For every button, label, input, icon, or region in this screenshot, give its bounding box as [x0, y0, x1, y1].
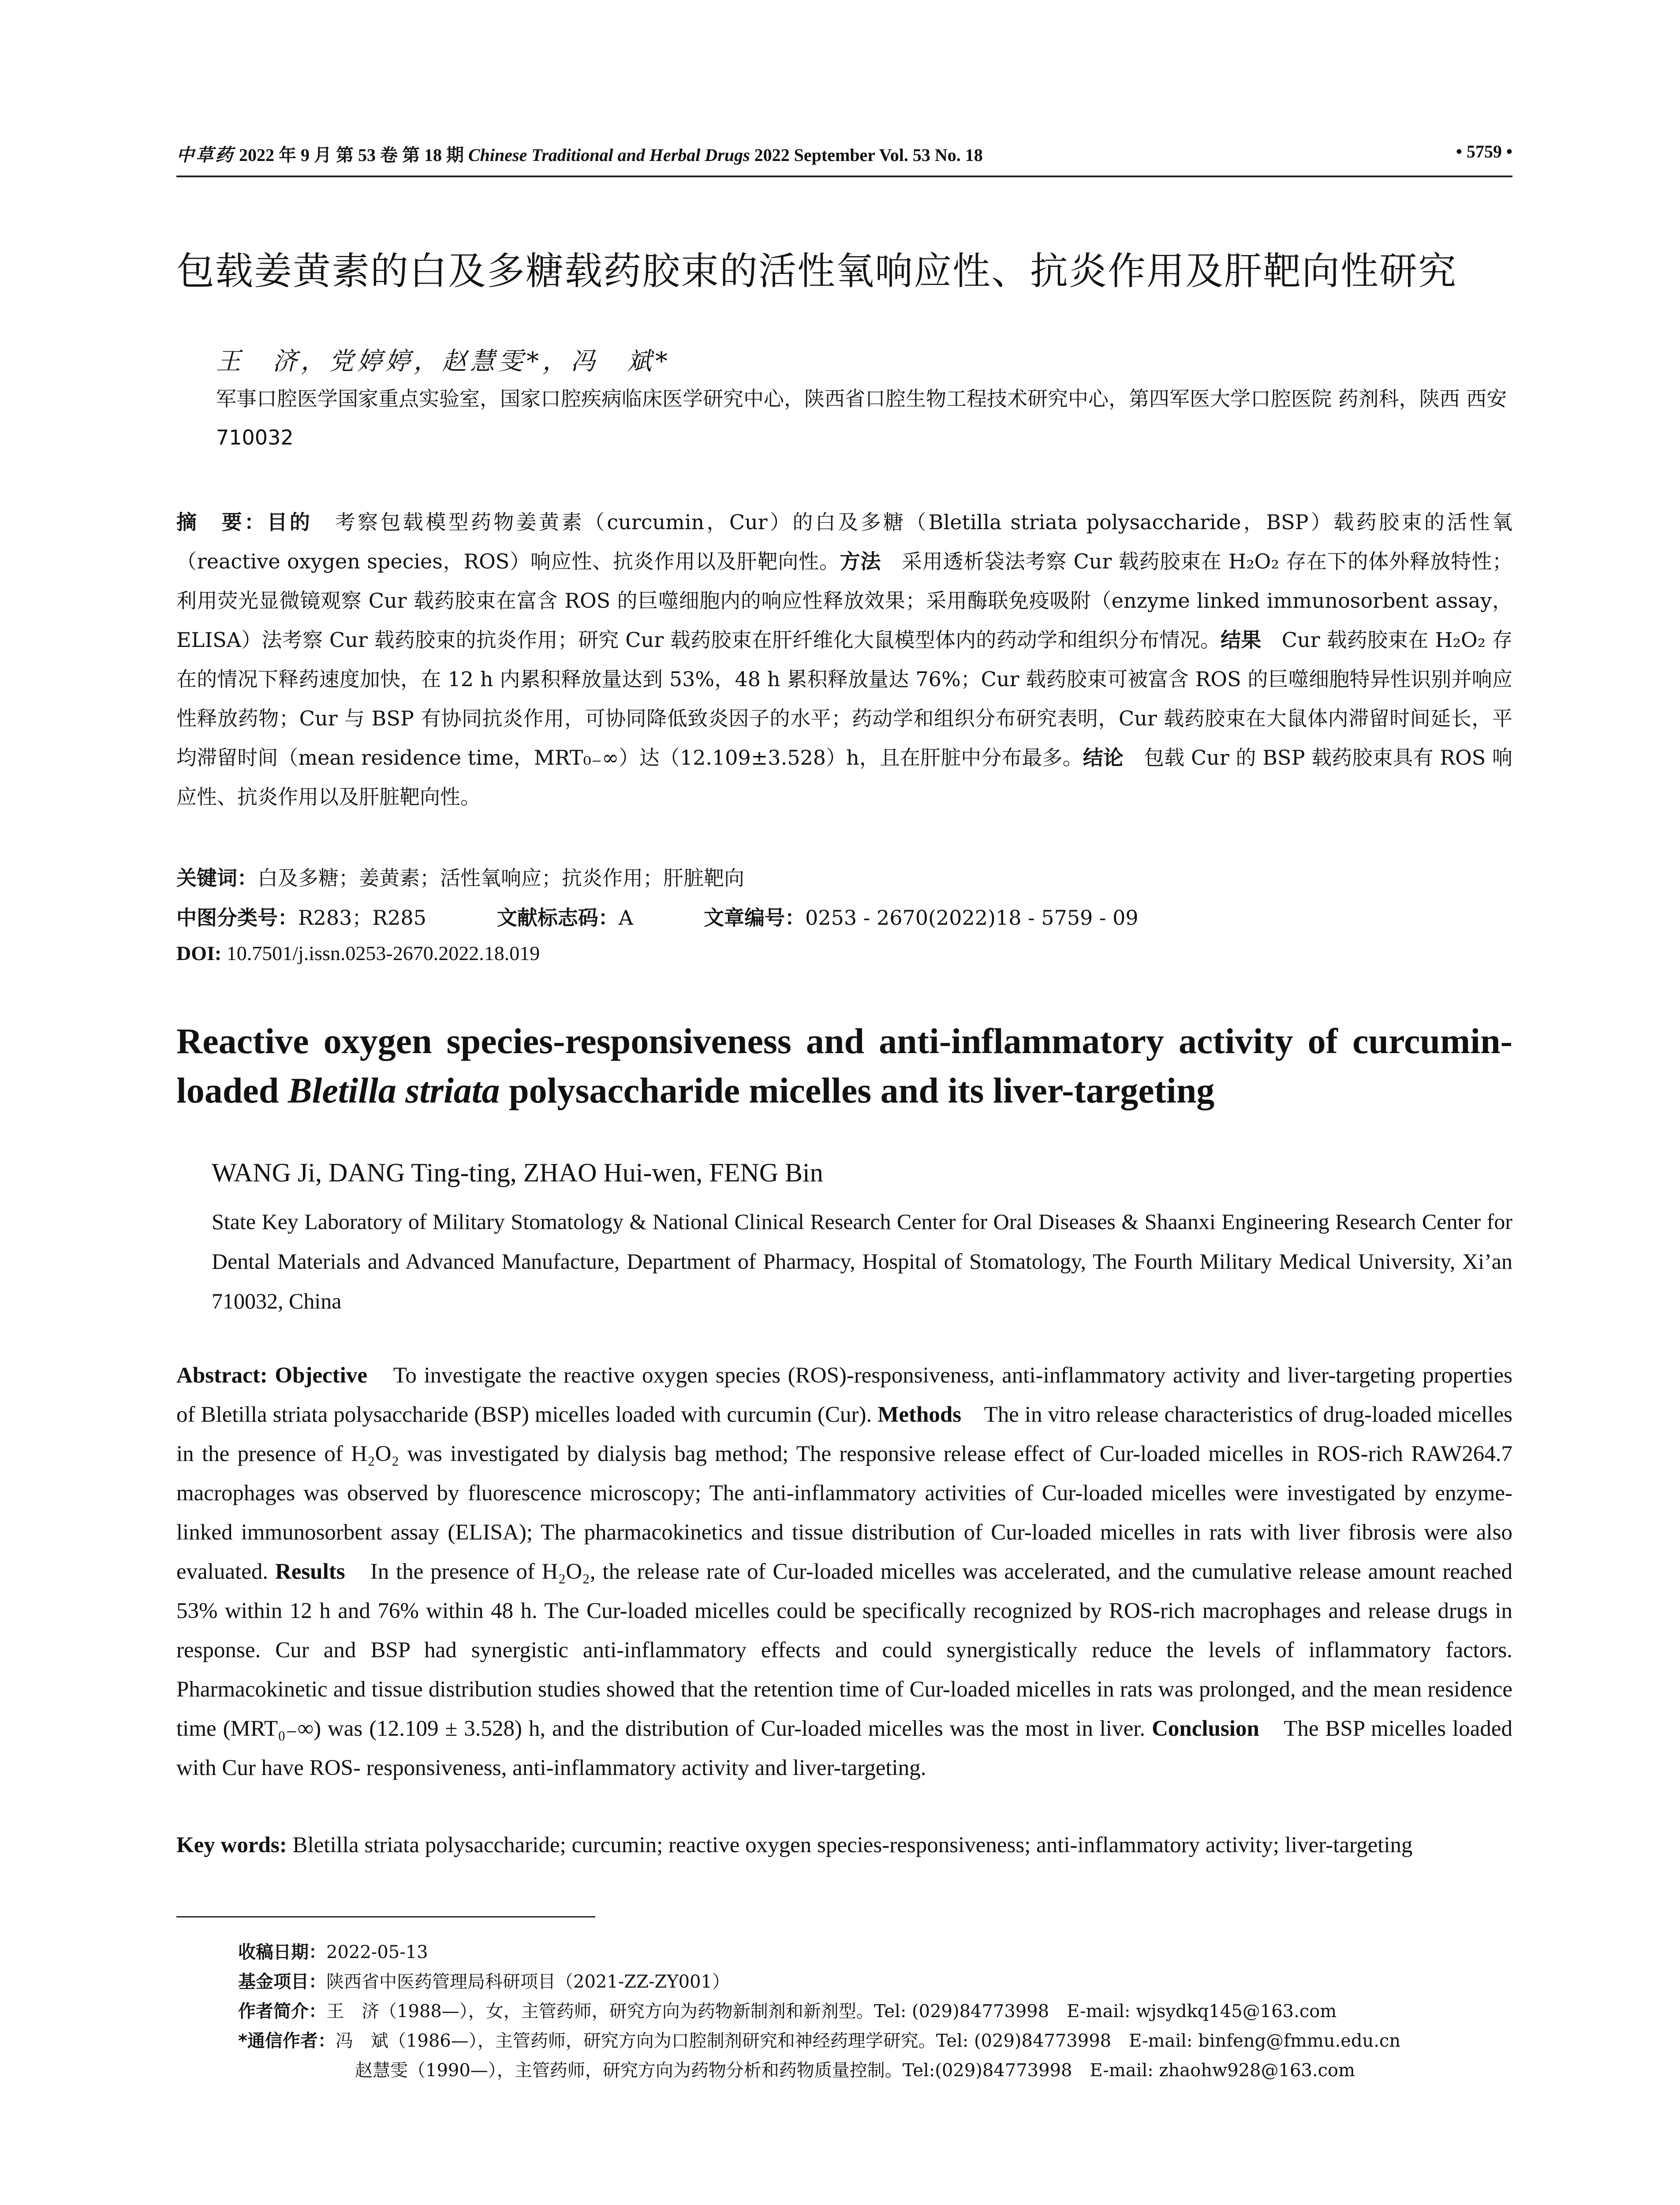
author-label: 作者简介： [238, 2001, 326, 2022]
received-value: 2022-05-13 [326, 1942, 428, 1962]
article-no-value: 0253 - 2670(2022)18 - 5759 - 09 [805, 906, 1139, 930]
en-conclusion-label: Conclusion [1152, 1716, 1259, 1741]
cn-methods-label: 方法 [840, 549, 881, 573]
journal-name-en: Chinese Traditional and Herbal Drugs [468, 145, 750, 165]
footnote-author [238, 1997, 1512, 2022]
page-number: • 5759 • [1456, 142, 1512, 161]
issue-en: 2022 September Vol. 53 No. 18 [754, 145, 983, 165]
cn-abstract-label: 摘 要： [176, 510, 267, 534]
footnote-correspondence [238, 2027, 1512, 2052]
footnote-received [238, 1938, 1512, 1963]
en-results: In the presence of H₂O₂, the release rate of Cur-loaded micelles was accelerated, and the cumulative release amount reached 53% within 12 h and 76% within 48 h. The Cur-loaded micelles could be specifically recognized by ROS-rich macrophages and release drugs in response. Cur and BSP had synergistic anti-inflammatory effects and could synergistically reduce the levels of inflammatory factors. Pharmacokinetic and tissue distribution studies showed that the retention time of Cur-loaded micelles in rats was prolonged, and the mean residence time (MRT₀₋∞) was (12.109 ± 3.528) h, and the distribution of Cur-loaded micelles was the most in liver. [176, 1559, 1512, 1741]
cn-methods: 采用透析袋法考察 Cur 载药胶束在 H₂O₂ 存在下的体外释放特性；利用荧光显微镜观察 Cur 载药胶束在富含 ROS 的巨噬细胞内的响应性释放效果；采用酶联免疫吸附（enzyme linked immunosorbent assay，ELISA）法考察 Cur 载药胶束的抗炎作用；研究 Cur 载药胶束在肝纤维化大鼠模型体内的药动学和组织分布情况。 [176, 549, 1512, 652]
en-title-part-b: polysaccharide micelles and its liver-targeting [500, 1070, 1215, 1110]
en-methods-label: Methods [877, 1402, 962, 1427]
en-title-italic: Bletilla striata [287, 1070, 500, 1110]
cn-objective: 考察包载模型药物姜黄素（curcumin，Cur）的白及多糖（Bletilla striata polysaccharide，BSP）载药胶束的活性氧（reactive oxygen species，ROS）响应性、抗炎作用以及肝靶向性。 [176, 510, 1513, 573]
en-abstract-label: Abstract: Objective [176, 1363, 367, 1388]
corr-value-2: 赵慧雯（1990—），主管药师，研究方向为药物分析和药物质量控制。Tel:(029)84773998 E-mail: zhaohw928@163.com [355, 2060, 1355, 2081]
doc-code-label: 文献标志码： [497, 906, 619, 930]
cn-results-label: 结果 [1221, 628, 1262, 652]
footnote-correspondence-2 [355, 2056, 1629, 2082]
en-keywords [176, 1832, 1512, 1858]
en-keywords-label: Key words: [176, 1833, 287, 1857]
fund-label: 基金项目： [238, 1972, 326, 1992]
en-objective: To investigate the reactive oxygen species (ROS)-responsiveness, anti-inflammatory activity and liver-targeting properties of Bletilla striata polysaccharide (BSP) micelles loaded with curcumin (Cur). [176, 1363, 1512, 1427]
clc-label: 中图分类号： [176, 906, 298, 930]
doc-code-value: A [618, 906, 634, 930]
doi-label: DOI: [176, 942, 222, 964]
cn-abstract [176, 503, 1512, 817]
corr-label: *通信作者： [238, 2031, 336, 2051]
issue-cn: 2022 年 9 月 第 53 卷 第 18 期 [239, 145, 464, 165]
cn-conclusion-label: 结论 [1083, 746, 1124, 770]
cn-conclusion: 包载 Cur 的 BSP 载药胶束具有 ROS 响应性、抗炎作用以及肝脏靶向性。 [176, 746, 1513, 809]
article-no-label: 文章编号： [704, 906, 806, 930]
author-value: 王 济（1988—），女，主管药师，研究方向为药物新制剂和新剂型。Tel: (029)84773998 E-mail: wjsydkq145@163.com [326, 2001, 1337, 2022]
header-rule [176, 176, 1512, 177]
en-title-part-a: Reactive oxygen species-responsiveness and anti-inflammatory activity of curcumin-loaded [176, 1021, 1512, 1110]
en-affiliation: State Key Laboratory of Military Stomatology & National Clinical Research Center for Oral Diseases & Shaanxi Engineering Research Center for Dental Materials and Advanced Manufacture, Department of Pharmacy, Hospital of Stomatology, The Fourth Military Medical University, Xi’an 710032, China [212, 1209, 1512, 1313]
en-methods: The in vitro release characteristics of drug-loaded micelles in the presence of H₂O₂ was investigated by dialysis bag method; The responsive release effect of Cur-loaded micelles in ROS-rich RAW264.7 macrophages was observed by fluorescence microscopy; The anti-inflammatory activities of Cur-loaded micelles were investigated by enzyme-linked immunosorbent assay (ELISA); The pharmacokinetics and tissue distribution of Cur-loaded micelles in rats with liver fibrosis were also evaluated. [176, 1402, 1512, 1584]
cn-objective-label: 目的 [267, 510, 313, 534]
en-title [176, 1017, 1512, 1115]
received-label: 收稿日期： [238, 1942, 326, 1962]
journal-brand: 中草药 [176, 145, 235, 165]
corr-value-1: 冯 斌（1986—），主管药师，研究方向为口腔制剂研究和神经药理学研究。Tel: (029)84773998 E-mail: binfeng@fmmu.edu.cn [335, 2031, 1401, 2051]
cn-keywords-text: 白及多糖；姜黄素；活性氧响应；抗炎作用；肝脏靶向 [258, 866, 744, 890]
running-header [176, 141, 1512, 168]
cn-keywords [176, 862, 1512, 891]
en-keywords-text: Bletilla striata polysaccharide; curcumin; reactive oxygen species-responsiveness; anti-inflammatory activity; liver-targeting [287, 1833, 1413, 1857]
cn-results: Cur 载药胶束在 H₂O₂ 存在的情况下释药速度加快，在 12 h 内累积释放量达到 53%，48 h 累积释放量达 76%；Cur 载药胶束可被富含 ROS 的巨噬细胞特异性识别并响应性释放药物；Cur 与 BSP 有协同抗炎作用，可协同降低致炎因子的水平；药动学和组织分布研究表明，Cur 载药胶束在大鼠体内滞留时间延长，平均滞留时间（mean residence time，MRT₀₋∞）达（12.109±3.528）h，且在肝脏中分布最多。 [176, 628, 1513, 770]
doi [176, 942, 1512, 965]
footnote-rule [176, 1916, 595, 1917]
footnote-fund [238, 1968, 1512, 1993]
en-results-label: Results [275, 1559, 345, 1584]
cn-classification [176, 902, 1512, 931]
cn-title: 包载姜黄素的白及多糖载药胶束的活性氧响应性、抗炎作用及肝靶向性研究 [176, 249, 1457, 293]
doi-value[interactable]: 10.7501/j.issn.0253-2670.2022.18.019 [221, 942, 540, 964]
en-authors: WANG Ji, DANG Ting-ting, ZHAO Hui-wen, FENG Bin [212, 1158, 823, 1187]
cn-affiliation: 军事口腔医学国家重点实验室，国家口腔疾病临床医学研究中心，陕西省口腔生物工程技术研究中心，第四军医大学口腔医院 药剂科，陕西 西安 710032 [216, 387, 1527, 449]
fund-value: 陕西省中医药管理局科研项目（2021-ZZ-ZY001） [326, 1972, 730, 1992]
cn-authors: 王 济，党婷婷，赵慧雯*，冯 斌* [216, 347, 671, 376]
en-abstract [176, 1356, 1512, 1788]
clc-value: R283；R285 [298, 906, 426, 930]
en-conclusion: The BSP micelles loaded with Cur have ROS- responsiveness, anti-inflammatory activity and liver-targeting. [176, 1716, 1512, 1780]
cn-keywords-label: 关键词： [176, 866, 258, 890]
